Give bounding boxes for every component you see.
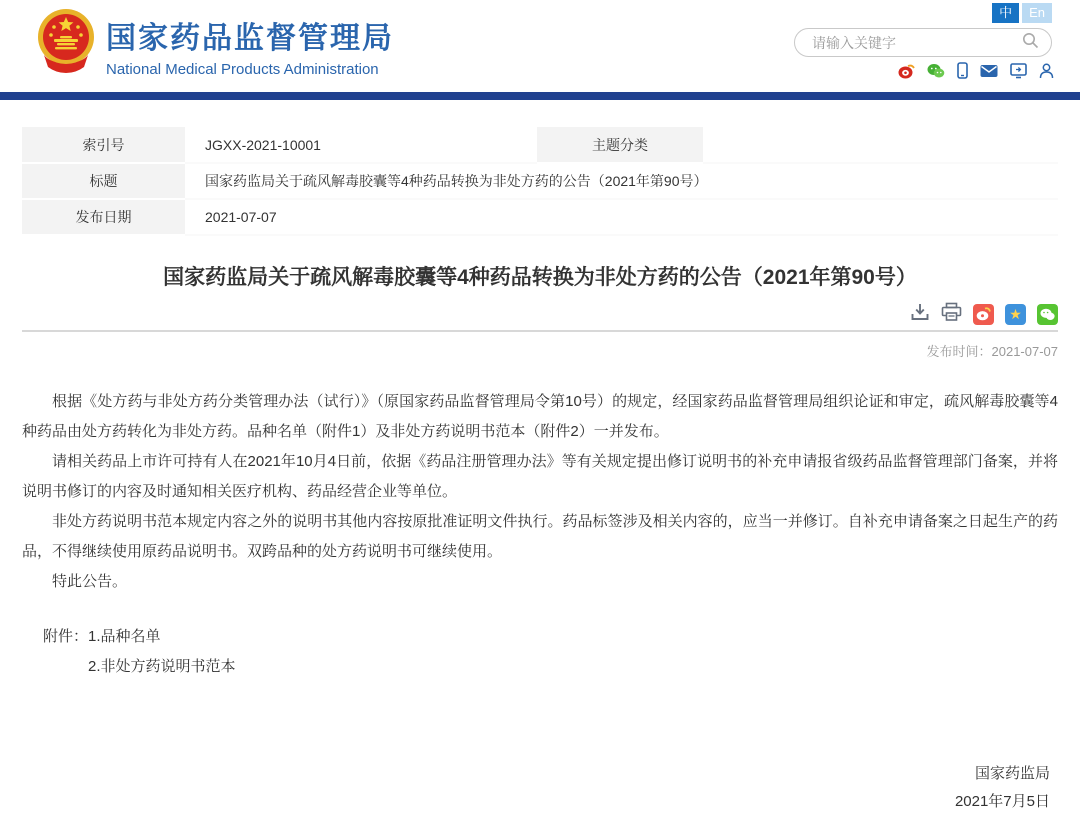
site-title-en: National Medical Products Administration (106, 61, 379, 78)
navy-divider-bar (0, 92, 1080, 100)
title-value: 国家药监局关于疏风解毒胶囊等4种药品转换为非处方药的公告（2021年第90号） (185, 163, 1058, 199)
index-value: JGXX-2021-10001 (185, 127, 537, 163)
share-weibo-icon[interactable] (973, 304, 994, 325)
header-quick-icons (898, 62, 1054, 79)
mobile-icon[interactable] (957, 62, 968, 79)
publish-time-value: 2021-07-07 (991, 344, 1058, 359)
paragraph: 请相关药品上市许可持有人在2021年10月4日前，依据《药品注册管理办法》等有关规定提出修订说明书的补充申请报省级药品监督管理部门备案，并将说明书修订的内容及时通知相关医疗机构、药品经营企业等单位。 (22, 453, 1058, 500)
search-input[interactable] (810, 34, 1022, 52)
print-icon[interactable] (941, 302, 962, 327)
national-emblem-logo (34, 7, 98, 73)
attachments-block (43, 622, 1058, 682)
attachment-link-1[interactable]: 1.品种名单 (88, 628, 161, 645)
share-wechat-icon[interactable] (1037, 304, 1058, 325)
table-row (22, 163, 1058, 199)
mail-icon[interactable] (980, 64, 998, 78)
article-toolbar (22, 303, 1058, 325)
site-brand (106, 13, 394, 78)
main-content (0, 127, 1080, 816)
lang-zh-button[interactable]: 中 (992, 3, 1019, 23)
screen-share-icon[interactable] (1010, 63, 1027, 79)
share-qzone-icon[interactable]: ★ (1005, 304, 1026, 325)
signature-agency: 国家药监局 (974, 765, 1050, 782)
language-switch (992, 3, 1052, 23)
article-body (22, 387, 1058, 597)
weibo-icon[interactable] (898, 63, 915, 79)
attachment-label: 附件： (43, 628, 89, 645)
search-box[interactable] (794, 28, 1052, 57)
content-divider (22, 330, 1058, 332)
paragraph: 特此公告。 (52, 573, 128, 590)
lang-en-button[interactable]: En (1022, 3, 1052, 23)
signature-date: 2021年7月5日 (954, 793, 1050, 810)
attachment-link-2[interactable]: 2.非处方药说明书范本 (88, 658, 236, 675)
signature-block (22, 760, 1050, 816)
download-icon[interactable] (910, 302, 930, 327)
site-title-cn: 国家药品监督管理局 (106, 22, 394, 55)
wechat-icon[interactable] (927, 63, 945, 79)
table-row (22, 127, 1058, 163)
category-value (703, 127, 1058, 163)
publish-time (22, 341, 1058, 360)
user-icon[interactable] (1039, 63, 1054, 79)
date-value: 2021-07-07 (185, 199, 1058, 235)
page-title: 国家药监局关于疏风解毒胶囊等4种药品转换为非处方药的公告（2021年第90号） (163, 266, 917, 289)
search-icon[interactable] (1022, 32, 1039, 54)
paragraph: 非处方药说明书范本规定内容之外的说明书其他内容按原批准证明文件执行。药品标签涉及相关内容的，应当一并修订。自补充申请备案之日起生产的药品，不得继续使用原药品说明书。双跨品种的处方药说明书可继续使用。 (22, 513, 1058, 560)
index-label: 索引号 (22, 127, 185, 163)
publish-time-label: 发布时间： (926, 344, 992, 359)
category-label: 主题分类 (537, 127, 703, 163)
title-label: 标题 (22, 163, 185, 199)
attachment-line (43, 652, 1058, 682)
table-row (22, 199, 1058, 235)
paragraph: 根据《处方药与非处方药分类管理办法（试行）》（原国家药品监督管理局令第10号）的规定，经国家药品监督管理局组织论证和审定，疏风解毒胶囊等4种药品由处方药转化为非处方药。品种名单（附件1）及非处方药说明书范本（附件2）一并发布。 (22, 393, 1058, 440)
date-label: 发布日期 (22, 199, 185, 235)
attachment-line (43, 622, 1058, 652)
document-meta-table (22, 127, 1058, 236)
site-header (0, 0, 1080, 92)
